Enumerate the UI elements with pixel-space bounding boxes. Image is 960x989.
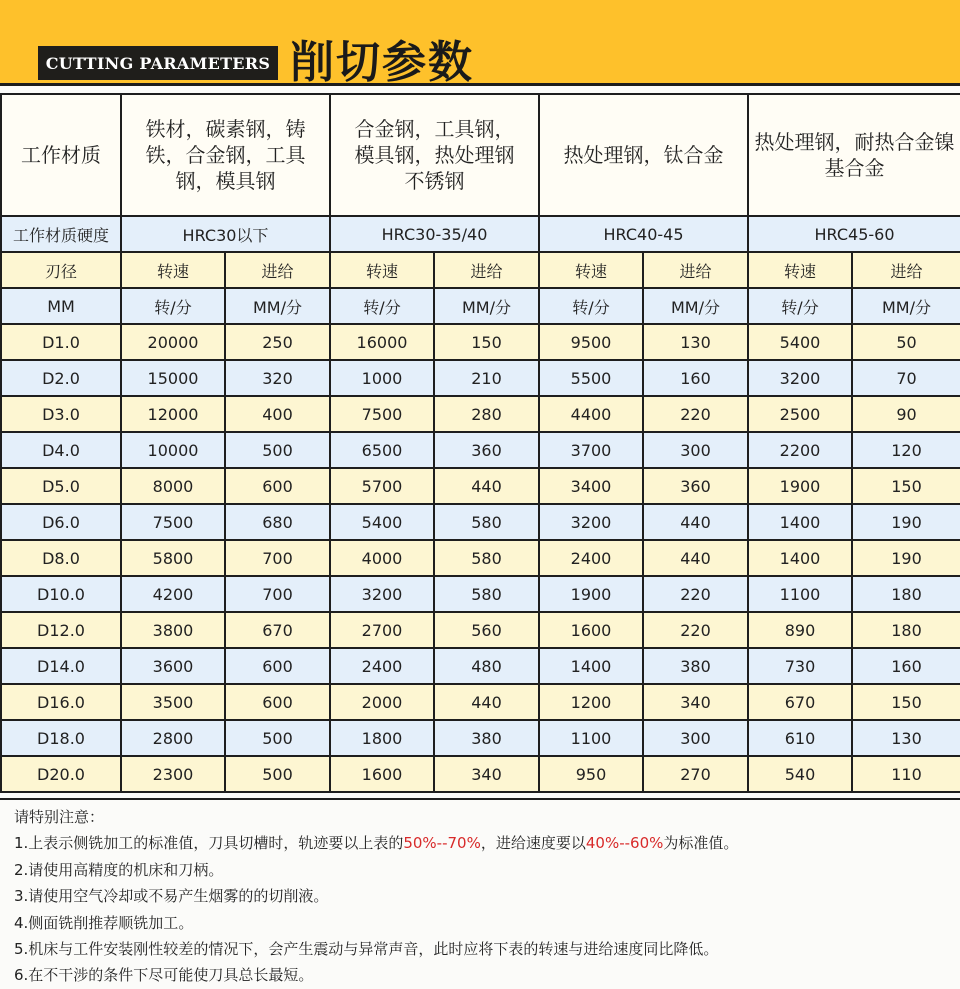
table-row — [1, 468, 960, 504]
speed-cell: 1400 — [748, 504, 852, 540]
note-1-highlight-1: 50%--70% — [403, 834, 481, 853]
table-row — [1, 504, 960, 540]
page-title: 削切参数 — [290, 37, 474, 88]
feed-cell: 500 — [225, 756, 330, 792]
speed-cell: 730 — [748, 648, 852, 684]
speed-cell: 20000 — [121, 324, 225, 360]
speed-cell: 3600 — [121, 648, 225, 684]
speed-cell: 1100 — [748, 576, 852, 612]
table-row — [1, 720, 960, 756]
speed-cell: 3800 — [121, 612, 225, 648]
material-group-1-text: 铁材，碳素钢，铸铁，合金钢，工具钢，模具钢 — [145, 117, 306, 193]
table-row — [1, 360, 960, 396]
speed-cell: 9500 — [539, 324, 643, 360]
note-5: 5.机床与工件安装刚性较差的情况下，会产生震动与异常声音，此时应将下表的转速与进给速度同比降低。 — [14, 940, 719, 959]
speed-cell: 4200 — [121, 576, 225, 612]
speed-unit: 转/分 — [748, 288, 852, 324]
speed-cell: 4000 — [330, 540, 434, 576]
speed-cell: 16000 — [330, 324, 434, 360]
material-group-2-text: 合金钢，工具钢，模具钢，热处理钢不锈钢 — [354, 117, 515, 193]
feed-cell: 440 — [434, 684, 539, 720]
table-row — [1, 432, 960, 468]
feed-cell: 150 — [434, 324, 539, 360]
table-row — [1, 648, 960, 684]
speed-cell: 2700 — [330, 612, 434, 648]
diameter-cell: D20.0 — [1, 756, 121, 792]
speed-cell: 5700 — [330, 468, 434, 504]
feed-cell: 300 — [643, 432, 748, 468]
speed-cell: 5500 — [539, 360, 643, 396]
speed-cell: 3200 — [748, 360, 852, 396]
notes-title: 请特别注意： — [14, 808, 105, 826]
material-group-1 — [121, 94, 330, 216]
column-label-row — [1, 252, 960, 288]
table-row — [1, 684, 960, 720]
speed-cell: 3400 — [539, 468, 643, 504]
feed-cell: 130 — [852, 720, 960, 756]
diameter-cell: D12.0 — [1, 612, 121, 648]
feed-cell: 440 — [643, 540, 748, 576]
parameters-table-container — [0, 93, 960, 793]
feed-cell: 160 — [643, 360, 748, 396]
diameter-cell: D3.0 — [1, 396, 121, 432]
feed-unit: MM/分 — [434, 288, 539, 324]
feed-cell: 220 — [643, 576, 748, 612]
note-3: 3.请使用空气冷却或不易产生烟雾的的切削液。 — [14, 887, 329, 906]
note-1 — [14, 830, 960, 856]
speed-cell: 5400 — [330, 504, 434, 540]
hardness-value-3: HRC40-45 — [539, 216, 748, 252]
feed-cell: 600 — [225, 648, 330, 684]
hardness-value-1: HRC30以下 — [121, 216, 330, 252]
feed-cell: 50 — [852, 324, 960, 360]
diameter-cell: D16.0 — [1, 684, 121, 720]
feed-cell: 400 — [225, 396, 330, 432]
feed-cell: 380 — [643, 648, 748, 684]
feed-cell: 600 — [225, 468, 330, 504]
speed-cell: 7500 — [121, 504, 225, 540]
note-1-text-a: 1.上表示侧铣加工的标准值，刀具切槽时，轨迹要以上表的 — [14, 834, 404, 853]
diameter-unit: MM — [1, 288, 121, 324]
speed-cell: 950 — [539, 756, 643, 792]
speed-label: 转速 — [539, 252, 643, 288]
feed-cell: 160 — [852, 648, 960, 684]
speed-cell: 2500 — [748, 396, 852, 432]
feed-cell: 220 — [643, 396, 748, 432]
feed-unit: MM/分 — [225, 288, 330, 324]
speed-unit: 转/分 — [121, 288, 225, 324]
speed-cell: 1200 — [539, 684, 643, 720]
speed-cell: 4400 — [539, 396, 643, 432]
feed-cell: 700 — [225, 540, 330, 576]
feed-cell: 110 — [852, 756, 960, 792]
speed-cell: 2800 — [121, 720, 225, 756]
speed-cell: 2000 — [330, 684, 434, 720]
feed-unit: MM/分 — [643, 288, 748, 324]
speed-cell: 1000 — [330, 360, 434, 396]
note-1-text-c: 为标准值。 — [663, 834, 739, 853]
speed-cell: 2300 — [121, 756, 225, 792]
diameter-cell: D6.0 — [1, 504, 121, 540]
feed-label: 进给 — [434, 252, 539, 288]
feed-cell: 190 — [852, 540, 960, 576]
feed-cell: 300 — [643, 720, 748, 756]
feed-cell: 580 — [434, 504, 539, 540]
table-row — [1, 612, 960, 648]
feed-unit: MM/分 — [852, 288, 960, 324]
speed-cell: 2400 — [330, 648, 434, 684]
diameter-cell: D2.0 — [1, 360, 121, 396]
speed-unit: 转/分 — [330, 288, 434, 324]
speed-cell: 1600 — [539, 612, 643, 648]
feed-cell: 320 — [225, 360, 330, 396]
feed-cell: 220 — [643, 612, 748, 648]
feed-cell: 190 — [852, 504, 960, 540]
speed-unit: 转/分 — [539, 288, 643, 324]
feed-cell: 120 — [852, 432, 960, 468]
feed-cell: 180 — [852, 576, 960, 612]
table-row — [1, 540, 960, 576]
feed-cell: 340 — [643, 684, 748, 720]
speed-cell: 12000 — [121, 396, 225, 432]
speed-cell: 7500 — [330, 396, 434, 432]
material-group-3-text: 热处理钢，钛合金 — [563, 143, 724, 167]
material-group-4 — [748, 94, 960, 216]
feed-cell: 250 — [225, 324, 330, 360]
diameter-label: 刃径 — [1, 252, 121, 288]
speed-cell: 540 — [748, 756, 852, 792]
feed-cell: 90 — [852, 396, 960, 432]
speed-cell: 1900 — [539, 576, 643, 612]
speed-cell: 10000 — [121, 432, 225, 468]
speed-cell: 8000 — [121, 468, 225, 504]
speed-cell: 1100 — [539, 720, 643, 756]
material-group-3 — [539, 94, 748, 216]
feed-cell: 180 — [852, 612, 960, 648]
feed-cell: 440 — [434, 468, 539, 504]
diameter-cell: D10.0 — [1, 576, 121, 612]
hardness-label: 工作材质硬度 — [1, 216, 121, 252]
hardness-value-2: HRC30-35/40 — [330, 216, 539, 252]
speed-cell: 1600 — [330, 756, 434, 792]
speed-label: 转速 — [748, 252, 852, 288]
diameter-cell: D1.0 — [1, 324, 121, 360]
feed-cell: 440 — [643, 504, 748, 540]
feed-cell: 150 — [852, 684, 960, 720]
speed-cell: 1900 — [748, 468, 852, 504]
speed-cell: 890 — [748, 612, 852, 648]
feed-cell: 150 — [852, 468, 960, 504]
feed-cell: 580 — [434, 576, 539, 612]
feed-label: 进给 — [852, 252, 960, 288]
material-group-4-text: 热处理钢，耐热合金镍基合金 — [754, 130, 955, 180]
feed-cell: 500 — [225, 432, 330, 468]
speed-label: 转速 — [121, 252, 225, 288]
feed-cell: 360 — [643, 468, 748, 504]
diameter-cell: D8.0 — [1, 540, 121, 576]
material-group-2 — [330, 94, 539, 216]
diameter-cell: D4.0 — [1, 432, 121, 468]
feed-cell: 480 — [434, 648, 539, 684]
notes-section — [0, 798, 960, 985]
unit-row — [1, 288, 960, 324]
cutting-parameters-badge: CUTTING PARAMETERS — [38, 46, 278, 80]
cutting-parameters-table — [0, 93, 960, 793]
page-header — [0, 0, 960, 86]
speed-cell: 6500 — [330, 432, 434, 468]
table-row — [1, 756, 960, 792]
speed-cell: 1800 — [330, 720, 434, 756]
speed-cell: 3500 — [121, 684, 225, 720]
feed-cell: 380 — [434, 720, 539, 756]
diameter-cell: D5.0 — [1, 468, 121, 504]
table-row — [1, 576, 960, 612]
note-2: 2.请使用高精度的机床和刀柄。 — [14, 860, 224, 879]
feed-cell: 270 — [643, 756, 748, 792]
feed-cell: 280 — [434, 396, 539, 432]
note-1-text-b: ，进给速度要以 — [480, 834, 586, 853]
feed-cell: 670 — [225, 612, 330, 648]
feed-cell: 340 — [434, 756, 539, 792]
speed-label: 转速 — [330, 252, 434, 288]
speed-cell: 5800 — [121, 540, 225, 576]
feed-label: 进给 — [643, 252, 748, 288]
feed-cell: 680 — [225, 504, 330, 540]
diameter-cell: D18.0 — [1, 720, 121, 756]
note-1-highlight-2: 40%--60% — [585, 834, 664, 853]
note-4: 4.侧面铣削推荐顺铣加工。 — [14, 913, 194, 932]
feed-cell: 560 — [434, 612, 539, 648]
feed-cell: 360 — [434, 432, 539, 468]
speed-cell: 5400 — [748, 324, 852, 360]
data-rows — [1, 324, 960, 792]
feed-cell: 580 — [434, 540, 539, 576]
feed-label: 进给 — [225, 252, 330, 288]
speed-cell: 1400 — [539, 648, 643, 684]
speed-cell: 15000 — [121, 360, 225, 396]
material-row — [1, 94, 960, 216]
note-6: 6.在不干涉的条件下尽可能使刀具总长最短。 — [14, 966, 314, 985]
speed-cell: 3200 — [539, 504, 643, 540]
speed-cell: 610 — [748, 720, 852, 756]
hardness-value-4: HRC45-60 — [748, 216, 960, 252]
diameter-cell: D14.0 — [1, 648, 121, 684]
speed-cell: 3200 — [330, 576, 434, 612]
feed-cell: 130 — [643, 324, 748, 360]
speed-cell: 670 — [748, 684, 852, 720]
speed-cell: 2200 — [748, 432, 852, 468]
material-label: 工作材质 — [1, 94, 121, 216]
feed-cell: 210 — [434, 360, 539, 396]
feed-cell: 700 — [225, 576, 330, 612]
speed-cell: 1400 — [748, 540, 852, 576]
feed-cell: 70 — [852, 360, 960, 396]
table-row — [1, 324, 960, 360]
table-row — [1, 396, 960, 432]
feed-cell: 600 — [225, 684, 330, 720]
speed-cell: 3700 — [539, 432, 643, 468]
hardness-row — [1, 216, 960, 252]
speed-cell: 2400 — [539, 540, 643, 576]
feed-cell: 500 — [225, 720, 330, 756]
